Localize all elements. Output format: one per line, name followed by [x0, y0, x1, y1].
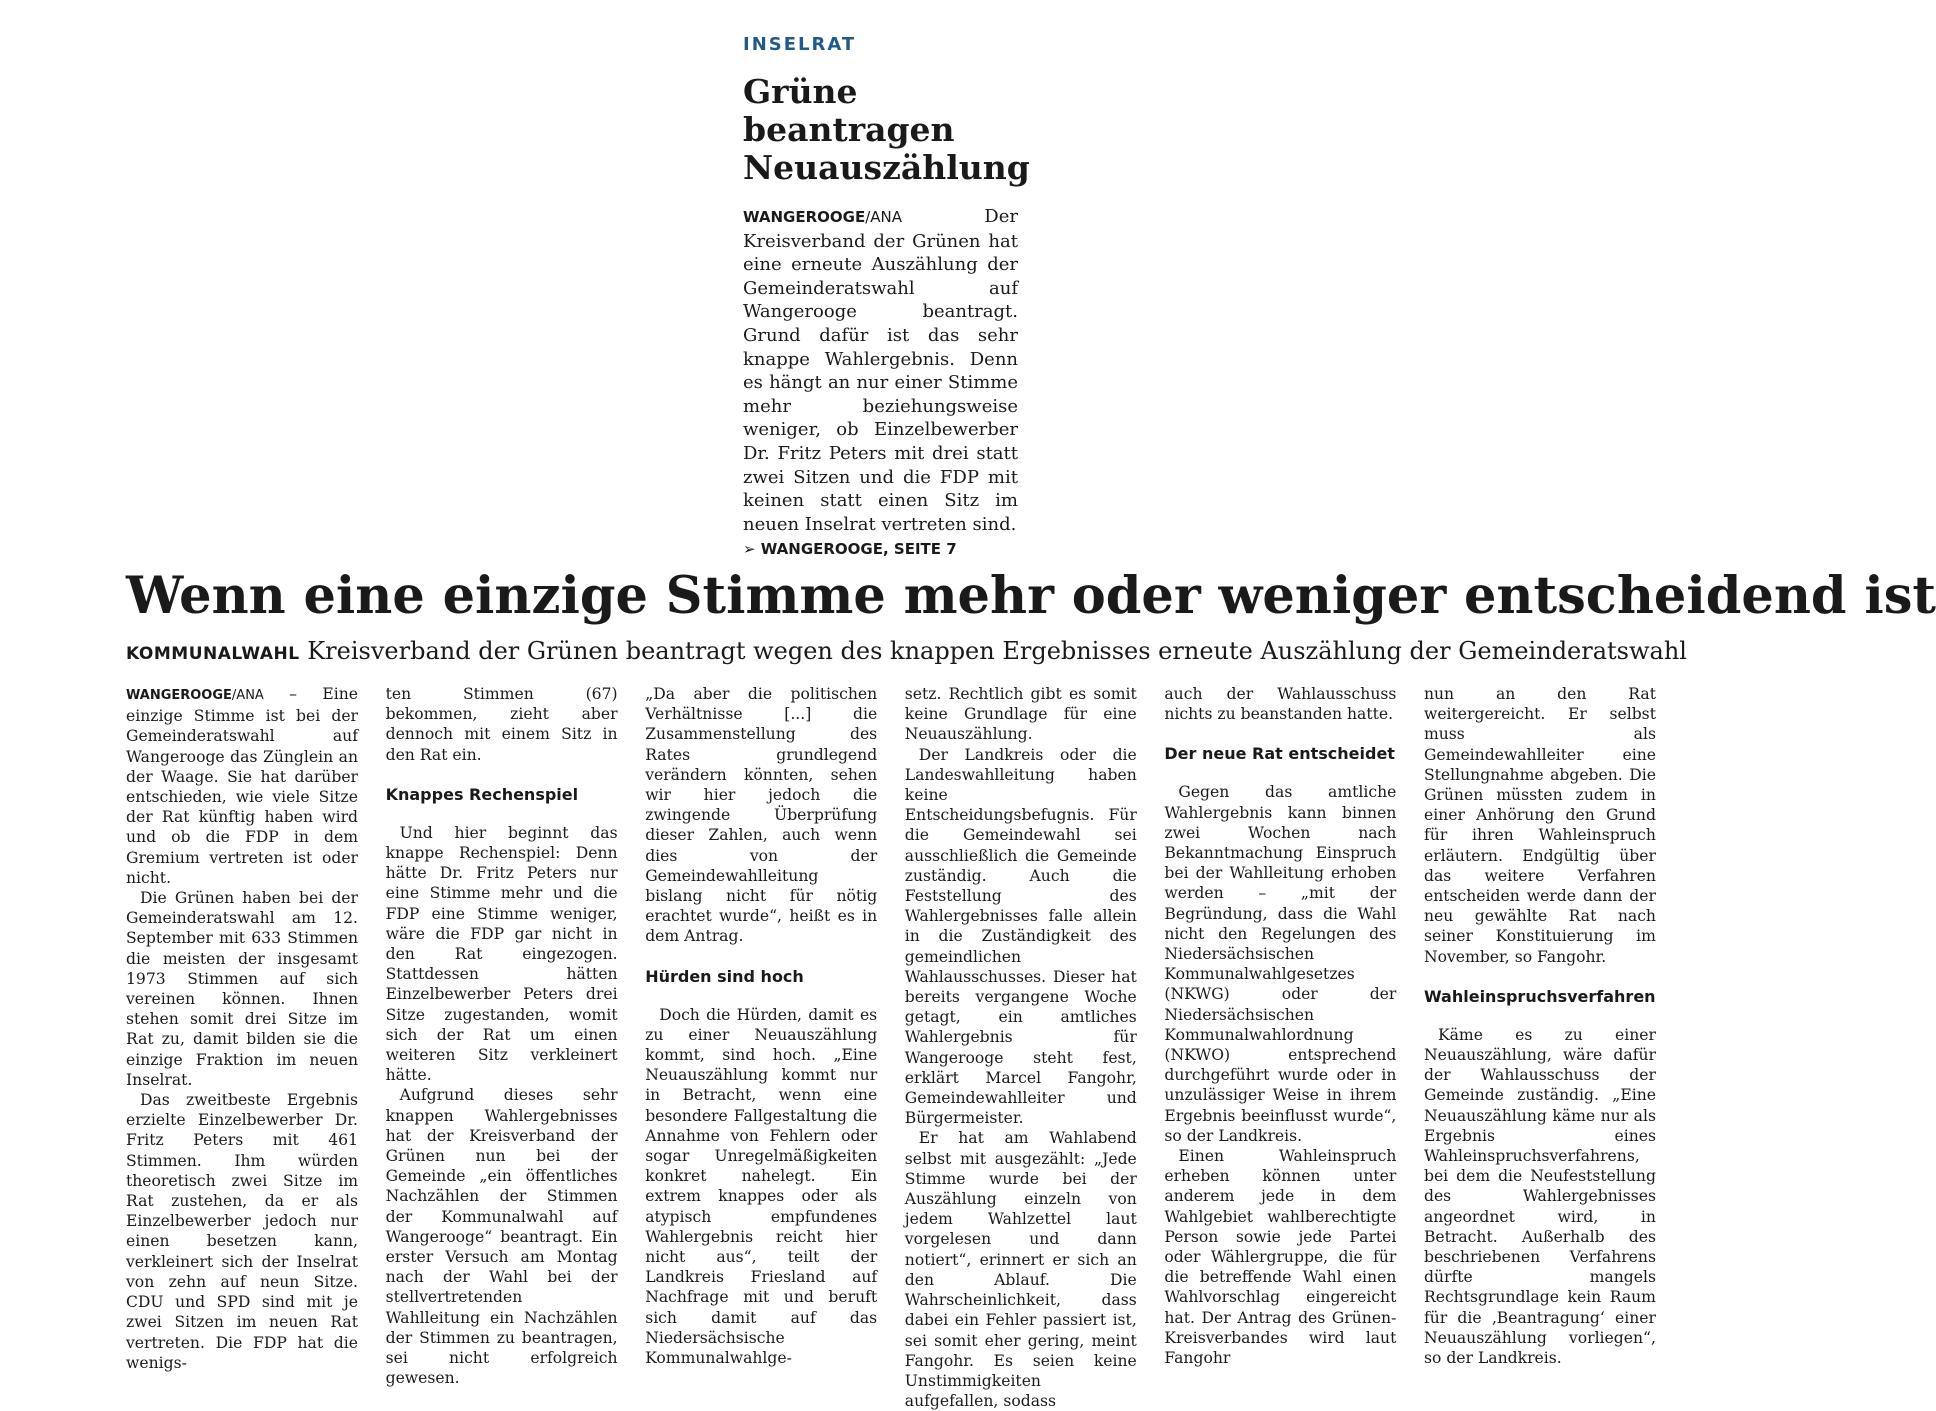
teaser-title — [743, 72, 1030, 187]
teaser-title-line1: Grüne beantragen — [743, 72, 955, 149]
article-column-5 — [1164, 684, 1397, 1368]
paragraph: Aufgrund dieses sehr knappen Wahlergebnisses hat der Kreisverband der Grünen nun bei der Gemeinde „ein öffentliches Nachzählen der Stimmen der Kommunalwahl auf Wangerooge“ beantragt. Ein erster Versuch am Montag nach der Wahl bei der stellvertretenden Wahlleitung ein Nachzählen der Stimmen zu beantragen, sei nicht erfolgreich gewesen. — [385, 1086, 618, 1388]
teaser-title-line2: Neuauszählung — [743, 148, 1030, 187]
paragraph: Doch die Hürden, damit es zu einer Neuauszählung kommt, sind hoch. „Eine Neuauszählung kommt nur in Betracht, wenn eine besondere Fallgestaltung die Annahme von Fehlern oder sogar Unregelmäßigkeiten konkret nahelegt. Ein extrem knappes oder als atypisch empfundenes Wahlergebnis reicht hier nicht aus“, teilt der Landkreis Friesland auf Nachfrage mit und beruft sich damit auf das Niedersächsische Kommunalwahlge- — [645, 1005, 878, 1368]
paragraph: „Da aber die politischen Verhältnisse [...] die Zusammenstellung des Rates grundlegend verändern könnten, sehen wir hier jedoch die zwingende Überprüfung dieser Zahlen, auch wenn dies von der Gemeindewahlleitung bislang nicht für nötig erachtet wurde“, heißt es in dem Antrag. — [645, 685, 878, 946]
teaser-agency: /ANA — [865, 208, 903, 226]
article-column-4 — [904, 684, 1137, 1411]
paragraph: Und hier beginnt das knappe Rechenspiel: Denn hätte Dr. Fritz Peters nur eine Stimme mehr und die FDP eine Stimme weniger, wäre die FDP gar nicht in den Rat eingezogen. Stattdessen hätten Einzelbewerber Peters drei Sitze zugestanden, womit sich der Rat um einen weiteren Sitz verkleinert hätte. — [385, 823, 618, 1085]
teaser-page-reference: ➢ WANGEROOGE, SEITE 7 — [743, 540, 957, 559]
paragraph: Einen Wahleinspruch erheben können unter anderem jede in dem Wahlgebiet wahlberechtigte Person sowie jede Partei oder Wählergruppe, die für die betreffende Wahl einen Wahlvorschlag eingereicht hat. Der Antrag des Grünen-Kreisverbandes wird laut Fangohr — [1164, 1147, 1397, 1368]
paragraph — [126, 684, 358, 888]
article-headline: Wenn eine einzige Stimme mehr oder weniger entscheidend ist — [126, 566, 1936, 626]
article-agency: /ANA — [231, 688, 264, 703]
article-subheadline — [126, 636, 1687, 669]
article-column-1 — [126, 684, 358, 1372]
paragraph: ten Stimmen (67) bekommen, zieht aber dennoch mit einem Sitz in den Rat ein. — [385, 685, 618, 764]
teaser-body — [743, 205, 1018, 536]
section-heading: Hürden sind hoch — [645, 966, 804, 986]
article-dateline: WANGEROOGE — [126, 688, 232, 703]
paragraph: Der Landkreis oder die Landeswahlleitung haben keine Entscheidungsbefugnis. Für die Gemeindewahl sei ausschließlich die Gemeinde zuständig. Auch die Feststellung des Wahlergebnisses falle allein in die Zuständigkeit des gemeindlichen Wahlausschusses. Dieser hat bereits vergangene Woche getagt, ein amtliches Wahlergebnis für Wangerooge steht fest, erklärt Marcel Fangohr, Gemeindewahlleiter und Bürgermeister. — [904, 745, 1137, 1128]
section-heading: Knappes Rechenspiel — [385, 784, 579, 804]
teaser-text: Der Kreisverband der Grünen hat eine erneute Auszählung der Gemeinderatswahl auf Wangerooge beantragt. Grund dafür ist das sehr knappe Wahlergebnis. Denn es hängt an nur einer Stimme mehr beziehungsweise weniger, ob Einzelbewerber Dr. Fritz Peters mit drei statt zwei Sitzen und die FDP mit keinen statt einen Sitz im neuen Inselrat vertreten sind. — [743, 206, 1018, 535]
section-heading: Der neue Rat entscheidet — [1164, 744, 1395, 764]
teaser-box — [743, 34, 1030, 559]
paragraph: Das zweitbeste Ergebnis erzielte Einzelbewerber Dr. Fritz Peters mit 461 Stimmen. Ihm würden theoretisch zwei Sitze im Rat zustehen, da er als Einzelbewerber jedoch nur einen besetzen kann, verkleinert sich der Inselrat von zehn auf neun Sitze. CDU und SPD sind mit je zwei Sitzen im neuen Rat vertreten. Die FDP hat die wenigs- — [126, 1091, 358, 1372]
paragraph: Er hat am Wahlabend selbst mit ausgezählt: „Jede Stimme wurde bei der Auszählung einzeln von jedem Wahlzettel laut vorgelesen und dann notiert“, erinnert er sich an den Ablauf. Die Wahrscheinlichkeit, dass dabei ein Fehler passiert ist, sei somit eher gering, meint Fangohr. Es seien keine Unstimmigkeiten aufgefallen, sodass — [904, 1129, 1137, 1411]
article-column-2 — [385, 684, 618, 1388]
paragraph: Käme es zu einer Neuauszählung, wäre dafür der Wahlausschuss der Gemeinde zuständig. „Eine Neuauszählung käme nur als Ergebnis eines Wahleinspruchsverfahrens, bei dem die Neufeststellung des Wahlergebnisses angeordnet wird, in Betracht. Außerhalb des beschriebenen Verfahrens dürfte mangels Rechtsgrundlage kein Raum für die ‚Beantragung‘ einer Neuauszählung vorliegen“, so der Landkreis. — [1423, 1025, 1656, 1368]
teaser-dateline: WANGEROOGE — [743, 208, 866, 226]
section-heading: Wahleinspruchsverfahren — [1423, 986, 1656, 1006]
article-column-6 — [1423, 684, 1656, 1368]
paragraph: setz. Rechtlich gibt es somit keine Grundlage für eine Neuauszählung. — [904, 685, 1137, 744]
article-sub-kicker: KOMMUNALWAHL — [126, 644, 300, 664]
paragraph: Gegen das amtliche Wahlergebnis kann binnen zwei Wochen nach Bekanntmachung Einspruch bei der Wahlleitung erhoben werden – „mit der Begründung, dass die Wahl nicht den Regelungen des Niedersächsischen Kommunalwahlgesetzes (NKWG) oder der Niedersächsischen Kommunalwahlordnung (NKWO) entsprechend durchgeführt wurde oder in unzulässiger Weise in ihrem Ergebnis beeinflusst wurde“, so der Landkreis. — [1164, 783, 1397, 1145]
paragraph-text: – Eine einzige Stimme ist bei der Gemeinderatswahl auf Wangerooge das Zünglein an der Waage. Sie hat darüber entschieden, wie viele Sitze der Rat künftig haben wird und ob die FDP in dem Gremium vertreten ist oder nicht. — [126, 685, 358, 887]
paragraph: Die Grünen haben bei der Gemeinderatswahl am 12. September mit 633 Stimmen die meisten der insgesamt 1973 Stimmen auf sich vereinen können. Ihnen stehen somit drei Sitze im Rat zu, damit bilden sie die einzige Fraktion im neuen Inselrat. — [126, 889, 358, 1089]
article-column-3 — [645, 684, 878, 1368]
article-subheadline-text: Kreisverband der Grünen beantragt wegen des knappen Ergebnisses erneute Auszählung der Gemeinderatswahl — [307, 637, 1687, 665]
paragraph: auch der Wahlausschuss nichts zu beanstanden hatte. — [1164, 685, 1397, 724]
teaser-kicker: INSELRAT — [743, 34, 857, 55]
article-columns — [126, 684, 1656, 1411]
paragraph: nun an den Rat weitergereicht. Er selbst muss als Gemeindewahlleiter eine Stellungnahme abgeben. Die Grünen müssten zudem in einer Anhörung den Grund für ihren Wahleinspruch erläutern. Endgültig über das weitere Verfahren entscheiden werde dann der neu gewählte Rat nach seiner Konstituierung im November, so Fangohr. — [1423, 685, 1656, 966]
